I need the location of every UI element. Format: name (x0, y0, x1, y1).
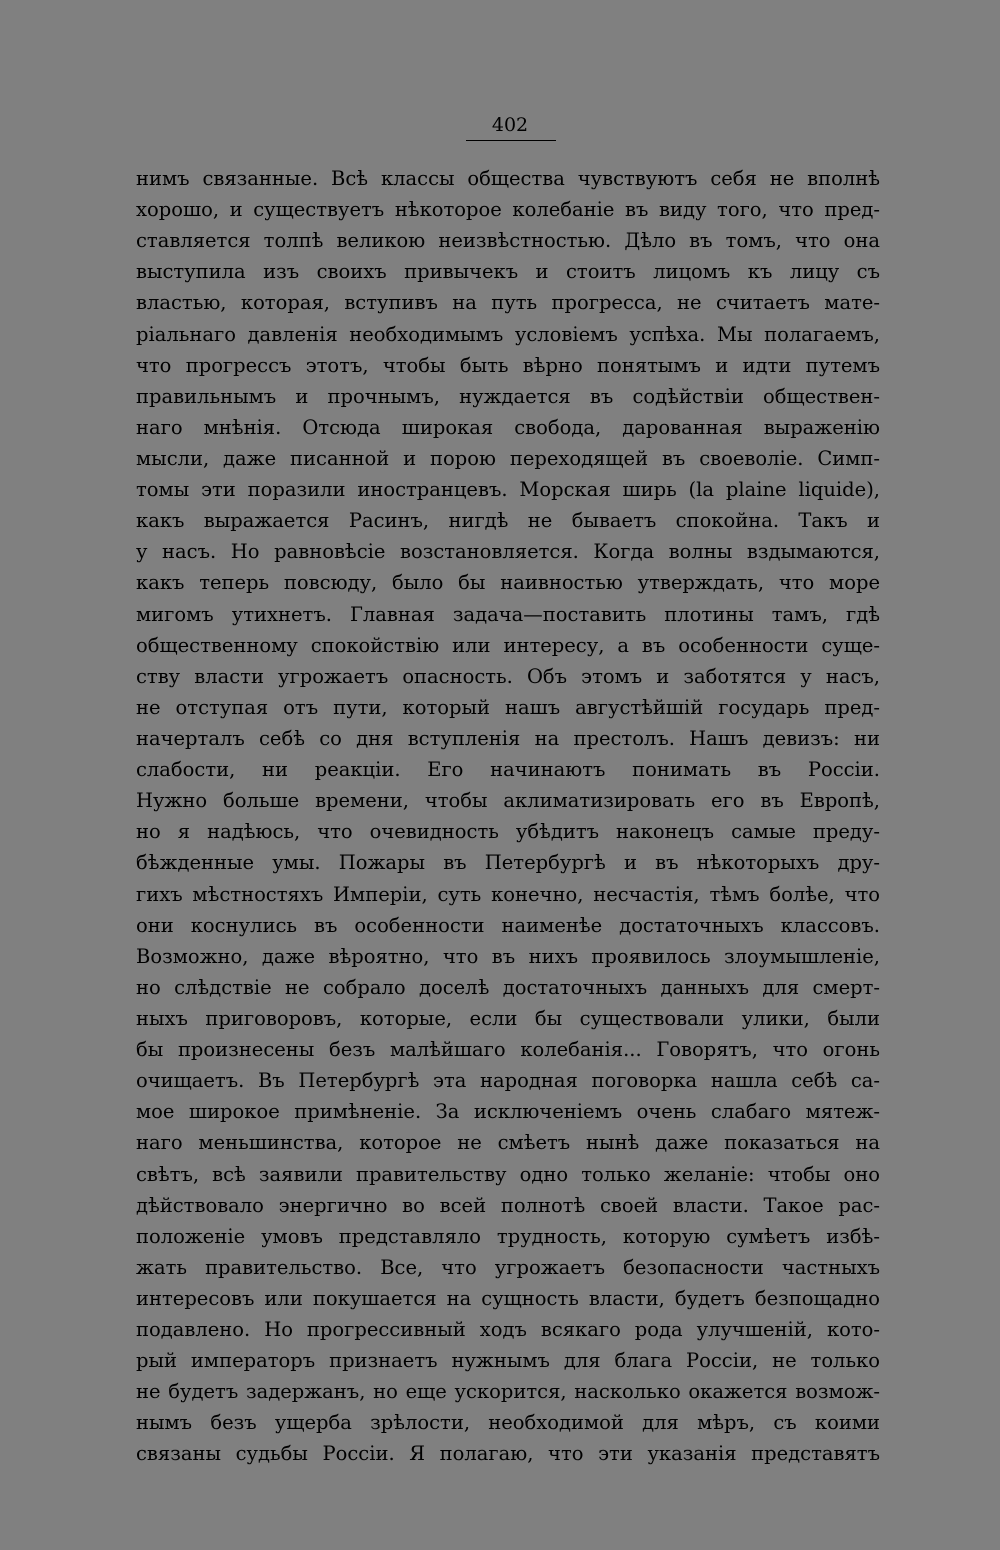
text-line: не будетъ задержанъ, но еще ускорится, насколько окажется возмож- (136, 1380, 880, 1404)
text-line: ству власти угрожаетъ опасность. Объ этомъ и заботятся у насъ, (136, 664, 880, 688)
text-line: властью, которая, вступивъ на путь прогресса, не считаетъ мате- (136, 291, 880, 315)
body-text (136, 163, 880, 1470)
text-line: наго мнѣнія. Отсюда широкая свобода, дарованная выраженію (136, 415, 880, 439)
text-line: гихъ мѣстностяхъ Имперіи, суть конечно, несчастія, тѣмъ болѣе, что (136, 882, 880, 906)
text-line: мигомъ утихнетъ. Главная задача—поставить плотины тамъ, гдѣ (136, 602, 880, 626)
text-line: томы эти поразили иностранцевъ. Морская ширь (la plaine liquide), (136, 478, 880, 502)
text-line: очищаетъ. Въ Петербургѣ эта народная поговорка нашла себѣ са- (136, 1069, 880, 1093)
text-line: Возможно, даже вѣроятно, что въ нихъ проявилось злоумышленіе, (136, 944, 880, 968)
text-line: ставляется толпѣ великою неизвѣстностью. Дѣло въ томъ, что она (136, 229, 880, 253)
text-line: бѣжденные умы. Пожары въ Петербургѣ и въ нѣкоторыхъ дру- (136, 851, 880, 875)
text-line: Нужно больше времени, чтобы аклиматизировать его въ Европѣ, (136, 789, 880, 813)
text-line: хорошо, и существуетъ нѣкоторое колебаніе въ виду того, что пред- (136, 198, 880, 222)
text-line: жать правительство. Все, что угрожаетъ безопасности частныхъ (136, 1255, 880, 1279)
page-number: 402 (491, 114, 529, 136)
text-line: какъ теперь повсюду, было бы наивностью утверждать, что море (136, 571, 880, 595)
text-line: интересовъ или покушается на сущность власти, будетъ безпощадно (136, 1286, 880, 1310)
text-line: рый императоръ признаетъ нужнымъ для блага Россіи, не только (136, 1349, 880, 1373)
text-line: свѣтъ, всѣ заявили правительству одно только желаніе: чтобы оно (136, 1162, 880, 1186)
text-line: но я надѣюсь, что очевидность убѣдитъ наконецъ самые преду- (136, 820, 880, 844)
text-line: положеніе умовъ представляло трудность, которую сумѣетъ избѣ- (136, 1224, 880, 1248)
text-line: мое широкое примѣненіе. За исключеніемъ очень слабаго мятеж- (136, 1100, 880, 1124)
text-line: что прогрессъ этотъ, чтобы быть вѣрно понятымъ и идти путемъ (136, 353, 880, 377)
text-line: наго меньшинства, которое не смѣетъ нынѣ даже показаться на (136, 1131, 880, 1155)
text-line: мысли, даже писанной и порою переходящей въ своеволіе. Симп- (136, 446, 880, 470)
text-line: нимъ связанные. Всѣ классы общества чувствуютъ себя не вполнѣ (136, 167, 880, 190)
text-line: связаны судьбы Россіи. Я полагаю, что эти указанія представятъ (136, 1442, 880, 1466)
text-line: выступила изъ своихъ привычекъ и стоитъ лицомъ къ лицу съ (136, 260, 880, 284)
text-line: они коснулись въ особенности наименѣе достаточныхъ классовъ. (136, 913, 880, 937)
text-line: дѣйствовало энергично во всей полнотѣ своей власти. Такое рас- (136, 1193, 880, 1217)
text-line: правильнымъ и прочнымъ, нуждается въ содѣйствіи обществен- (136, 384, 880, 408)
text-line: начерталъ себѣ со дня вступленія на престолъ. Нашъ девизъ: ни (136, 726, 880, 750)
page-number-rule (466, 140, 556, 141)
text-line: ріальнаго давленія необходимымъ условіемъ успѣха. Мы полагаемъ, (136, 322, 880, 346)
text-line: но слѣдствіе не собрало доселѣ достаточныхъ данныхъ для смерт- (136, 975, 880, 999)
text-line: у насъ. Но равновѣсіе возстановляется. Когда волны вздымаются, (136, 540, 880, 564)
text-line: какъ выражается Расинъ, нигдѣ не бываетъ спокойна. Такъ и (136, 509, 880, 533)
text-line: бы произнесены безъ малѣйшаго колебанія... Говорятъ, что огонь (136, 1038, 880, 1062)
text-line: нымъ безъ ущерба зрѣлости, необходимой для мѣръ, съ коими (136, 1411, 880, 1435)
text-line: ныхъ приговоровъ, которые, если бы существовали улики, были (136, 1006, 880, 1030)
text-line: общественному спокойствію или интересу, а въ особенности суще- (136, 633, 880, 657)
text-line: слабости, ни реакціи. Его начинаютъ понимать въ Россіи. (136, 758, 880, 782)
text-line: не отступая отъ пути, который нашъ августѣйшій государь пред- (136, 695, 880, 719)
text-line: подавлено. Но прогрессивный ходъ всякаго рода улучшеній, кото- (136, 1318, 880, 1342)
